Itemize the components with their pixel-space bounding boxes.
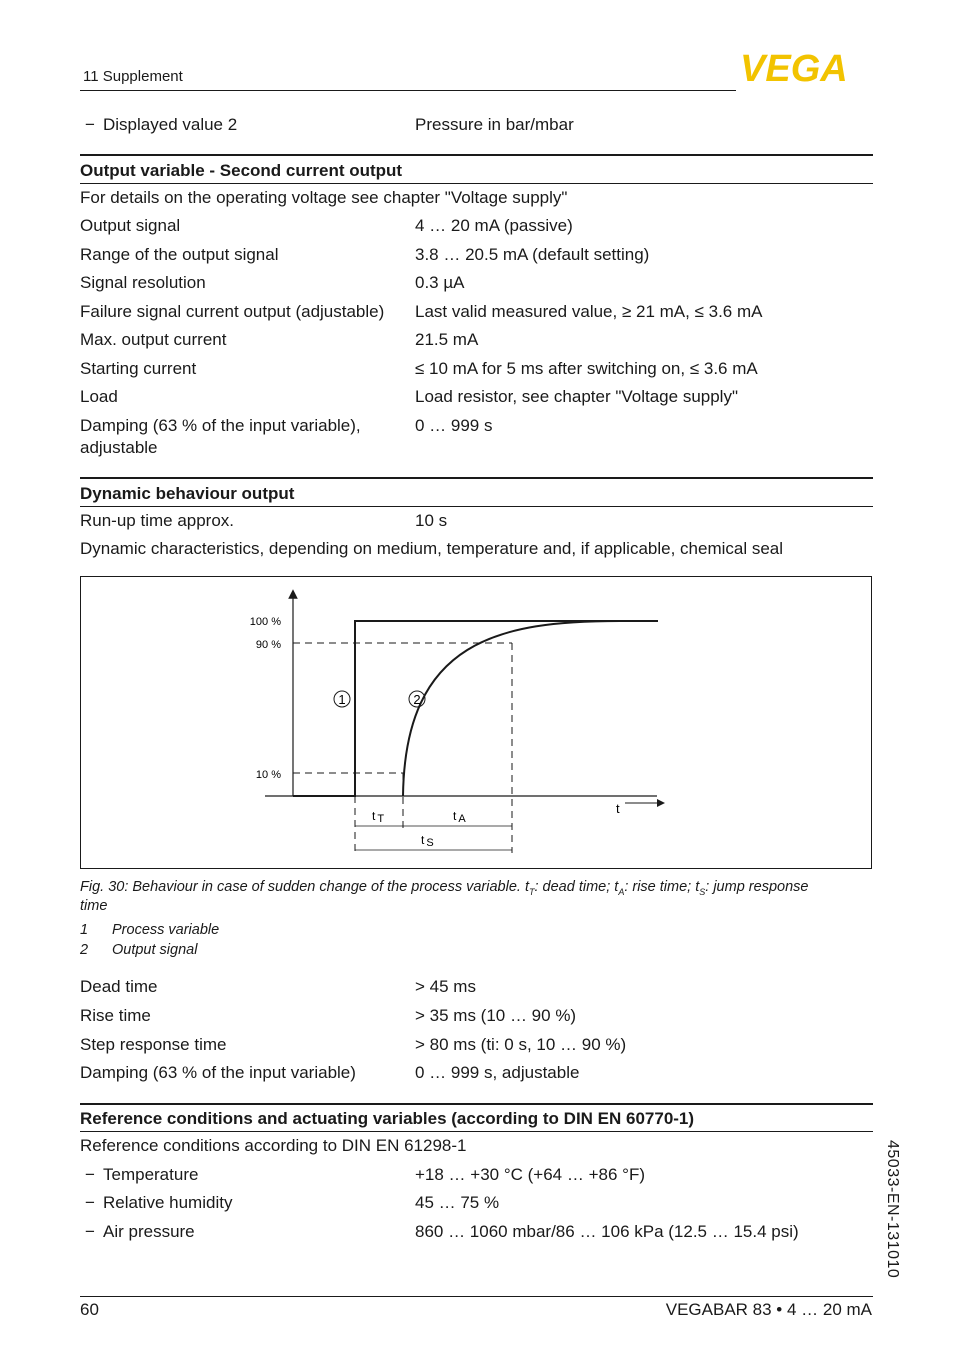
section-title: Reference conditions and actuating variables (according to DIN EN 60770-1) (80, 1109, 695, 1128)
row-label: Dead time (80, 977, 158, 996)
section-header: 11 Supplement (83, 68, 183, 85)
dash: − (85, 1165, 95, 1184)
row-label-cont: adjustable (80, 438, 158, 457)
row-value: > 80 ms (ti: 0 s, 10 … 90 %) (415, 1035, 627, 1054)
row-value: 0.3 µA (415, 273, 465, 292)
marker-1: 1 (338, 692, 346, 707)
section-note: Reference conditions according to DIN EN 61298-1 (80, 1136, 467, 1155)
row-value: Load resistor, see chapter "Voltage supply" (415, 387, 738, 406)
row-label: Failure signal current output (adjustable) (80, 302, 385, 321)
row-label: Temperature (103, 1165, 199, 1184)
process-variable-curve (293, 621, 658, 796)
row-label: Signal resolution (80, 273, 206, 292)
section-rule-top (80, 1103, 873, 1105)
footer-rule (80, 1296, 873, 1297)
row-value: Last valid measured value, ≥ 21 mA, ≤ 3.6 mA (415, 302, 763, 321)
legend-num: 2 (80, 942, 89, 958)
row-value: 21.5 mA (415, 330, 479, 349)
figure-caption-cont: time (80, 898, 108, 914)
document-code: 45033-EN-131010 (884, 1140, 901, 1279)
step-time-label: t S (421, 833, 434, 849)
section-title: Dynamic behaviour output (80, 484, 295, 503)
marker-2: 2 (413, 692, 421, 707)
logo-text: VEGA (740, 52, 848, 84)
row-label: Max. output current (80, 330, 227, 349)
dash: − (85, 115, 95, 134)
row-value: 45 … 75 % (415, 1193, 500, 1212)
section-title: Output variable - Second current output (80, 161, 403, 180)
section-note: For details on the operating voltage see chapter "Voltage supply" (80, 188, 568, 207)
legend-num: 1 (80, 922, 89, 938)
displayed-value-label: Displayed value 2 (103, 115, 238, 134)
rise-time-label: t A (453, 809, 466, 825)
x-label: t (616, 801, 620, 816)
row-label: Rise time (80, 1006, 151, 1025)
row-value: 860 … 1060 mbar/86 … 106 kPa (12.5 … 15.4 psi) (415, 1222, 799, 1241)
row-label: Run-up time approx. (80, 511, 235, 530)
row-value: ≤ 10 mA for 5 ms after switching on, ≤ 3.6 mA (415, 359, 758, 378)
row-label: Starting current (80, 359, 197, 378)
figure-caption: Fig. 30: Behaviour in case of sudden change of the process variable. $t_T$: dead time; $t_A$: rise time; $t_S$: jump response (80, 879, 809, 897)
y-label-10: 10 % (255, 769, 281, 781)
dash: − (85, 1193, 95, 1212)
section-rule-bottom (80, 1131, 873, 1132)
row-value: 4 … 20 mA (passive) (415, 216, 573, 235)
row-value: > 45 ms (415, 977, 476, 996)
row-label: Damping (63 % of the input variable), (80, 416, 361, 435)
dash: − (85, 1222, 95, 1241)
dead-time-label: t T (372, 809, 385, 825)
page-number: 60 (80, 1300, 99, 1319)
row-value: 3.8 … 20.5 mA (default setting) (415, 245, 650, 264)
row-label: Air pressure (103, 1222, 195, 1241)
row-value: 0 … 999 s (415, 416, 493, 435)
section-note: Dynamic characteristics, depending on medium, temperature and, if applicable, chemical seal (80, 539, 784, 558)
legend-text: Output signal (112, 942, 198, 958)
product-name: VEGABAR 83 • 4 … 20 mA (665, 1300, 872, 1319)
y-label-90: 90 % (255, 639, 281, 651)
row-label: Damping (63 % of the input variable) (80, 1063, 356, 1082)
row-label: Range of the output signal (80, 245, 279, 264)
y-label-100: 100 % (249, 616, 281, 628)
row-value: > 35 ms (10 … 90 %) (415, 1006, 577, 1025)
row-value: +18 … +30 °C (+64 … +86 °F) (415, 1165, 645, 1184)
row-label: Relative humidity (103, 1193, 233, 1212)
row-label: Output signal (80, 216, 181, 235)
displayed-value-value: Pressure in bar/mbar (415, 115, 574, 134)
row-label: Load (80, 387, 118, 406)
row-value: 0 … 999 s, adjustable (415, 1063, 580, 1082)
legend-text: Process variable (112, 922, 220, 938)
row-value: 10 s (415, 511, 448, 530)
row-label: Step response time (80, 1035, 227, 1054)
